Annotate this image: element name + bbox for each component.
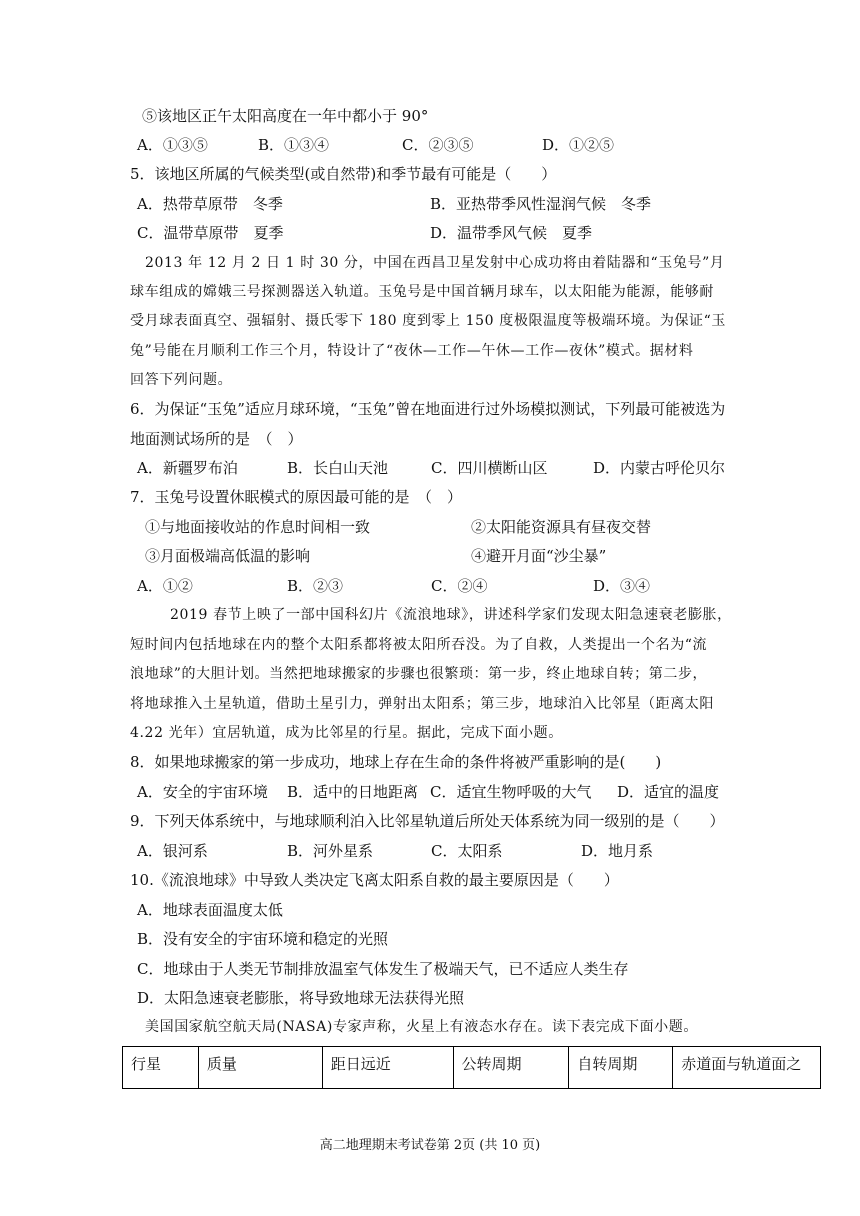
option-a: A．新疆罗布泊 [137, 459, 238, 477]
option-a: A．地球表面温度太低 [137, 901, 283, 919]
statement-3: ③月面极端高低温的影响 [145, 547, 311, 565]
question-5-stem: 5．该地区所属的气候类型(或自然带)和季节最有可能是（ ） [130, 165, 557, 183]
option-d: D．温带季风气候 夏季 [430, 224, 593, 242]
option-b: B．河外星系 [287, 842, 374, 860]
option-c: C．太阳系 [431, 842, 503, 860]
statement-4: ④避开月面“沙尘暴” [471, 547, 607, 565]
option-c: C．温带草原带 夏季 [137, 224, 284, 242]
question-6-stem: 6．为保证“玉兔”适应月球环境，“玉兔”曾在地面进行过外场模拟测试，下列最可能被选为 [130, 400, 726, 418]
option-c: C．地球由于人类无节制排放温室气体发生了极端天气，已不适应人类生存 [137, 960, 629, 978]
option-a: A．①② [137, 577, 193, 595]
option-b: B．长白山天池 [287, 459, 389, 477]
statement-2: ②太阳能资源具有昼夜交替 [471, 518, 652, 536]
passage-1-line: 受月球表面真空、强辐射、摄氏零下 180 度到零上 150 度极限温度等极端环境。为保证“玉 [130, 313, 726, 329]
question-6-stem-cont: 地面测试场所的是 （ ） [130, 430, 303, 448]
option-d: D．③④ [593, 577, 651, 595]
option-a: A．安全的宇宙环境 [137, 783, 268, 801]
option-d: D．内蒙古呼伦贝尔 [593, 459, 726, 477]
statement-1: ①与地面接收站的作息时间相一致 [145, 518, 371, 536]
passage-2-line: 将地球推入土星轨道，借助土星引力，弹射出太阳系；第三步，地球泊入比邻星（距离太阳 [130, 696, 714, 712]
passage-1-line: 2013 年 12 月 2 日 1 时 30 分，中国在西昌卫星发射中心成功将由着陆器和“玉兔号”月 [145, 255, 725, 271]
table-header-cell: 自转周期 [569, 1047, 673, 1089]
passage-3: 美国国家航空航天局(NASA)专家声称，火星上有液态水存在。读下表完成下面小题。 [145, 1019, 698, 1035]
option-d: D．太阳急速衰老膨胀，将导致地球无法获得光照 [137, 989, 465, 1007]
option-b: B．②③ [287, 577, 344, 595]
table-header-row [123, 1047, 821, 1089]
option-c: C．四川横断山区 [431, 459, 548, 477]
passage-1-line: 回答下列问题。 [130, 372, 233, 388]
passage-2-line: 4.22 光年）宜居轨道，成为比邻星的行星。据此，完成下面小题。 [130, 725, 563, 741]
table-header-cell: 赤道面与轨道面之 [673, 1047, 821, 1089]
option-c: C．②④ [431, 577, 488, 595]
passage-1-line: 球车组成的嫦娥三号探测器送入轨道。玉兔号是中国首辆月球车，以太阳能为能源，能够耐 [130, 284, 714, 300]
question-8-stem: 8．如果地球搬家的第一步成功，地球上存在生命的条件将被严重影响的是( ) [130, 753, 662, 771]
option-b: B．适中的日地距离 [287, 783, 419, 801]
option-b: B．亚热带季风性湿润气候 冬季 [430, 195, 652, 213]
option-b: B．没有安全的宇宙环境和稳定的光照 [137, 930, 389, 948]
table-header-cell: 距日远近 [322, 1047, 453, 1089]
question-9-stem: 9．下列天体系统中，与地球顺利泊入比邻星轨道后所处天体系统为同一级别的是（ ） [130, 812, 725, 830]
option-d: D．适宜的温度 [617, 783, 720, 801]
option-a: A．银河系 [137, 842, 208, 860]
table-header-cell: 行星 [123, 1047, 199, 1089]
option-b: B．①③④ [258, 136, 330, 154]
option-d: D．地月系 [581, 842, 654, 860]
option-c: C．适宜生物呼吸的大气 [430, 783, 592, 801]
option-c: C．②③⑤ [402, 136, 474, 154]
option-a: A．热带草原带 冬季 [137, 195, 283, 213]
passage-1-line: 兔”号能在月顺利工作三个月，特设计了“夜休—工作—午休—工作—夜休”模式。据材料 [130, 343, 694, 359]
statement-5: ⑤该地区正午太阳高度在一年中都小于 90° [142, 107, 429, 125]
question-10-stem: 10.《流浪地球》中导致人类决定飞离太阳系自救的最主要原因是（ ） [130, 871, 619, 889]
question-7-stem: 7．玉兔号设置休眠模式的原因最可能的是 （ ） [130, 488, 463, 506]
table-header-cell: 公转周期 [453, 1047, 569, 1089]
passage-2-line: 2019 春节上映了一部中国科幻片《流浪地球》，讲述科学家们发现太阳急速衰老膨胀， [170, 607, 732, 623]
option-a: A．①③⑤ [137, 136, 208, 154]
passage-2-line: 浪地球”的大胆计划。当然把地球搬家的步骤也很繁琐：第一步，终止地球自转；第二步， [130, 666, 708, 682]
table-header-cell: 质量 [198, 1047, 322, 1089]
passage-2-line: 短时间内包括地球在内的整个太阳系都将被太阳所吞没。为了自救，人类提出一个名为“流 [130, 637, 708, 653]
planet-table [122, 1046, 821, 1089]
option-d: D．①②⑤ [542, 136, 615, 154]
page-footer: 高二地理期末考试卷第 2页 (共 10 页) [319, 1138, 541, 1153]
